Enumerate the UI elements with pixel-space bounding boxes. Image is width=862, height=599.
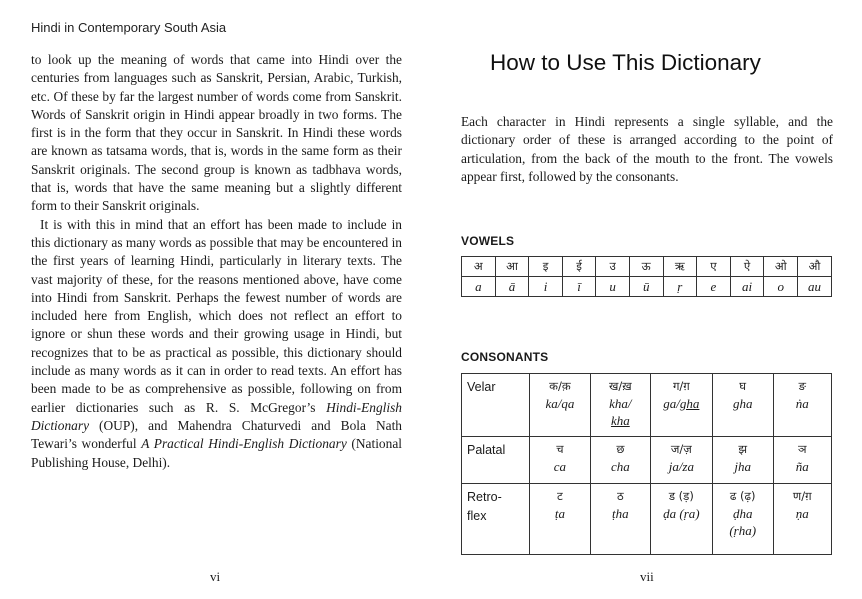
vowel-dev-cell: अ	[462, 257, 496, 277]
consonant-rom: ṭha	[612, 506, 629, 521]
consonant-cell	[529, 484, 590, 555]
consonant-cell	[650, 484, 712, 555]
vowel-dev-cell: ओ	[764, 257, 798, 277]
vowels-roman-row	[462, 277, 832, 297]
vowel-dev-cell: ए	[697, 257, 731, 277]
intro-paragraph: Each character in Hindi represents a single syllable, and the dictionary order of these is arranged according to the point of articulation, from the back of the mouth to the front. The vowels appear first, followed by the consonants.	[461, 114, 833, 185]
consonant-dev: छ	[616, 442, 625, 456]
page-number-right: vii	[640, 569, 654, 584]
row-label-retroflex	[462, 484, 530, 555]
consonants-heading: CONSONANTS	[461, 350, 549, 364]
consonant-dev: ट	[557, 489, 563, 503]
consonant-cell	[773, 437, 832, 484]
consonant-cell	[773, 484, 832, 555]
page-number-left: vi	[210, 569, 221, 584]
consonant-rom: cha	[610, 459, 630, 474]
book-title-practical: A Practical Hindi-English Dictionary	[141, 436, 347, 452]
left-body-text	[31, 51, 402, 472]
vowel-rom-cell: u	[596, 277, 630, 297]
vowel-rom-cell: ā	[495, 277, 529, 297]
consonant-cell	[529, 437, 590, 484]
vowel-dev-cell: ई	[562, 257, 595, 277]
consonant-row-velar	[462, 374, 832, 437]
consonant-cell	[773, 374, 832, 437]
vowel-rom-cell: ṛ	[663, 277, 697, 297]
consonant-cell	[712, 374, 773, 437]
vowel-dev-cell: ऋ	[663, 257, 697, 277]
consonant-dev: ख/ख़	[609, 379, 632, 393]
consonant-rom: kha/	[609, 396, 632, 411]
running-head: Hindi in Contemporary South Asia	[31, 20, 227, 35]
consonant-cell	[650, 374, 712, 437]
vowel-rom-cell: a	[462, 277, 496, 297]
vowels-devanagari-row	[462, 257, 832, 277]
consonant-rom: ṭa	[554, 506, 565, 521]
consonant-rom-alt: kha	[610, 413, 630, 428]
consonant-dev: ड (ड़)	[668, 489, 694, 503]
page-title: How to Use This Dictionary	[490, 50, 761, 75]
consonant-cell	[712, 437, 773, 484]
consonant-dev: झ	[738, 442, 748, 456]
paragraph-2	[31, 216, 402, 472]
vowel-dev-cell: आ	[495, 257, 529, 277]
consonant-rom: ṅa	[795, 396, 809, 411]
consonant-rom: ña	[795, 459, 809, 474]
consonant-rom-alt: gha	[679, 396, 700, 411]
consonant-cell	[590, 437, 650, 484]
consonant-dev: ण/ग़	[792, 489, 812, 503]
row-label-velar: Velar	[462, 374, 530, 437]
consonant-dev: ठ	[617, 489, 624, 503]
consonant-dev: ङ	[798, 379, 806, 393]
row-label-retroflex-1: Retro-	[467, 490, 502, 504]
consonant-cell	[650, 437, 712, 484]
row-label-retroflex-2: flex	[467, 509, 487, 523]
consonants-table	[461, 373, 832, 555]
consonant-dev: क/क़	[549, 379, 571, 393]
consonant-rom: ḍha	[732, 506, 753, 521]
consonant-cell	[590, 484, 650, 555]
vowel-rom-cell: au	[798, 277, 832, 297]
vowel-rom-cell: ai	[730, 277, 764, 297]
consonant-dev: घ	[739, 379, 747, 393]
vowel-rom-cell: ū	[629, 277, 663, 297]
consonant-rom: jha	[734, 459, 751, 474]
vowel-rom-cell: o	[764, 277, 798, 297]
consonant-rom: ca	[553, 459, 567, 474]
consonant-dev: ञ	[797, 442, 807, 456]
paragraph-2-end: (National Publishing House, Delhi).	[31, 436, 402, 470]
consonant-dev: च	[556, 442, 564, 456]
vowel-rom-cell: ī	[562, 277, 595, 297]
consonant-rom-line	[653, 395, 710, 412]
vowel-dev-cell: उ	[596, 257, 630, 277]
consonant-rom-alt: (ṛha)	[729, 523, 757, 538]
vowel-rom-cell: e	[697, 277, 731, 297]
paragraph-2-middle: (OUP), and Mahendra Chaturvedi and Bola Nath Tewari’s wonderful	[31, 417, 402, 452]
vowel-dev-cell: औ	[798, 257, 832, 277]
consonant-cell	[529, 374, 590, 437]
vowel-dev-cell: ऐ	[730, 257, 764, 277]
book-title-mcgregor: Hindi-English Dictionary	[31, 399, 402, 433]
consonant-dev: ग/ग़	[672, 379, 690, 393]
consonant-rom: ga/	[663, 396, 680, 411]
vowels-table	[461, 256, 832, 297]
vowel-rom-cell: i	[529, 277, 562, 297]
consonant-rom: ṇa	[795, 506, 809, 521]
consonant-dev: ढ (ढ़)	[729, 489, 756, 503]
consonant-cell	[712, 484, 773, 555]
consonant-dev: ज/ज़	[670, 442, 692, 456]
consonant-rom: ja/za	[668, 459, 694, 474]
vowel-dev-cell: ऊ	[629, 257, 663, 277]
row-label-palatal: Palatal	[462, 437, 530, 484]
paragraph-1: to look up the meaning of words that came into Hindi over the centuries from languages such as Sanskrit, Persian, Arabic, Turkish, etc. Of these by far the largest number of words come from Sanskrit. Words of Sanskrit origin in Hindi appear broadly in two forms. The first is in the form that they occur in Sanskrit. In Hindi these words are known as tatsama words, that is, words in the same form as their Sanskrit originals. The second group is known as tadbhava words, that is, words that have the same meaning but a slightly different form to their Sanskrit originals.	[31, 52, 402, 214]
consonant-row-palatal	[462, 437, 832, 484]
vowels-heading: VOWELS	[461, 234, 515, 248]
consonant-rom: ḍa (ṛa)	[663, 506, 700, 521]
consonant-rom: ka/qa	[545, 396, 575, 411]
right-page	[431, 0, 862, 599]
paragraph-2-text: It is with this in mind that an effort has been made to include in this dictionary as many words as possible that may be encountered in the first years of learning Hindi, particularly in literary texts. The vast majority of these, for the reasons mentioned above, have come into Hindi from Sanskrit. Perhaps the fewest number of words are included here from English, which does not reflect an effort to ignore or shun these words and their growing usage in Hindi, but recognizes that to be as practical as possible, this dictionary should include as many words as it can in order to read texts. An effort has been made to be as comprehensive as possible, following on from earlier dictionaries such as R. S. McGregor’s	[31, 216, 402, 415]
consonant-row-retroflex	[462, 484, 832, 555]
consonant-rom: gha	[732, 396, 753, 411]
consonant-cell	[590, 374, 650, 437]
vowel-dev-cell: इ	[529, 257, 562, 277]
